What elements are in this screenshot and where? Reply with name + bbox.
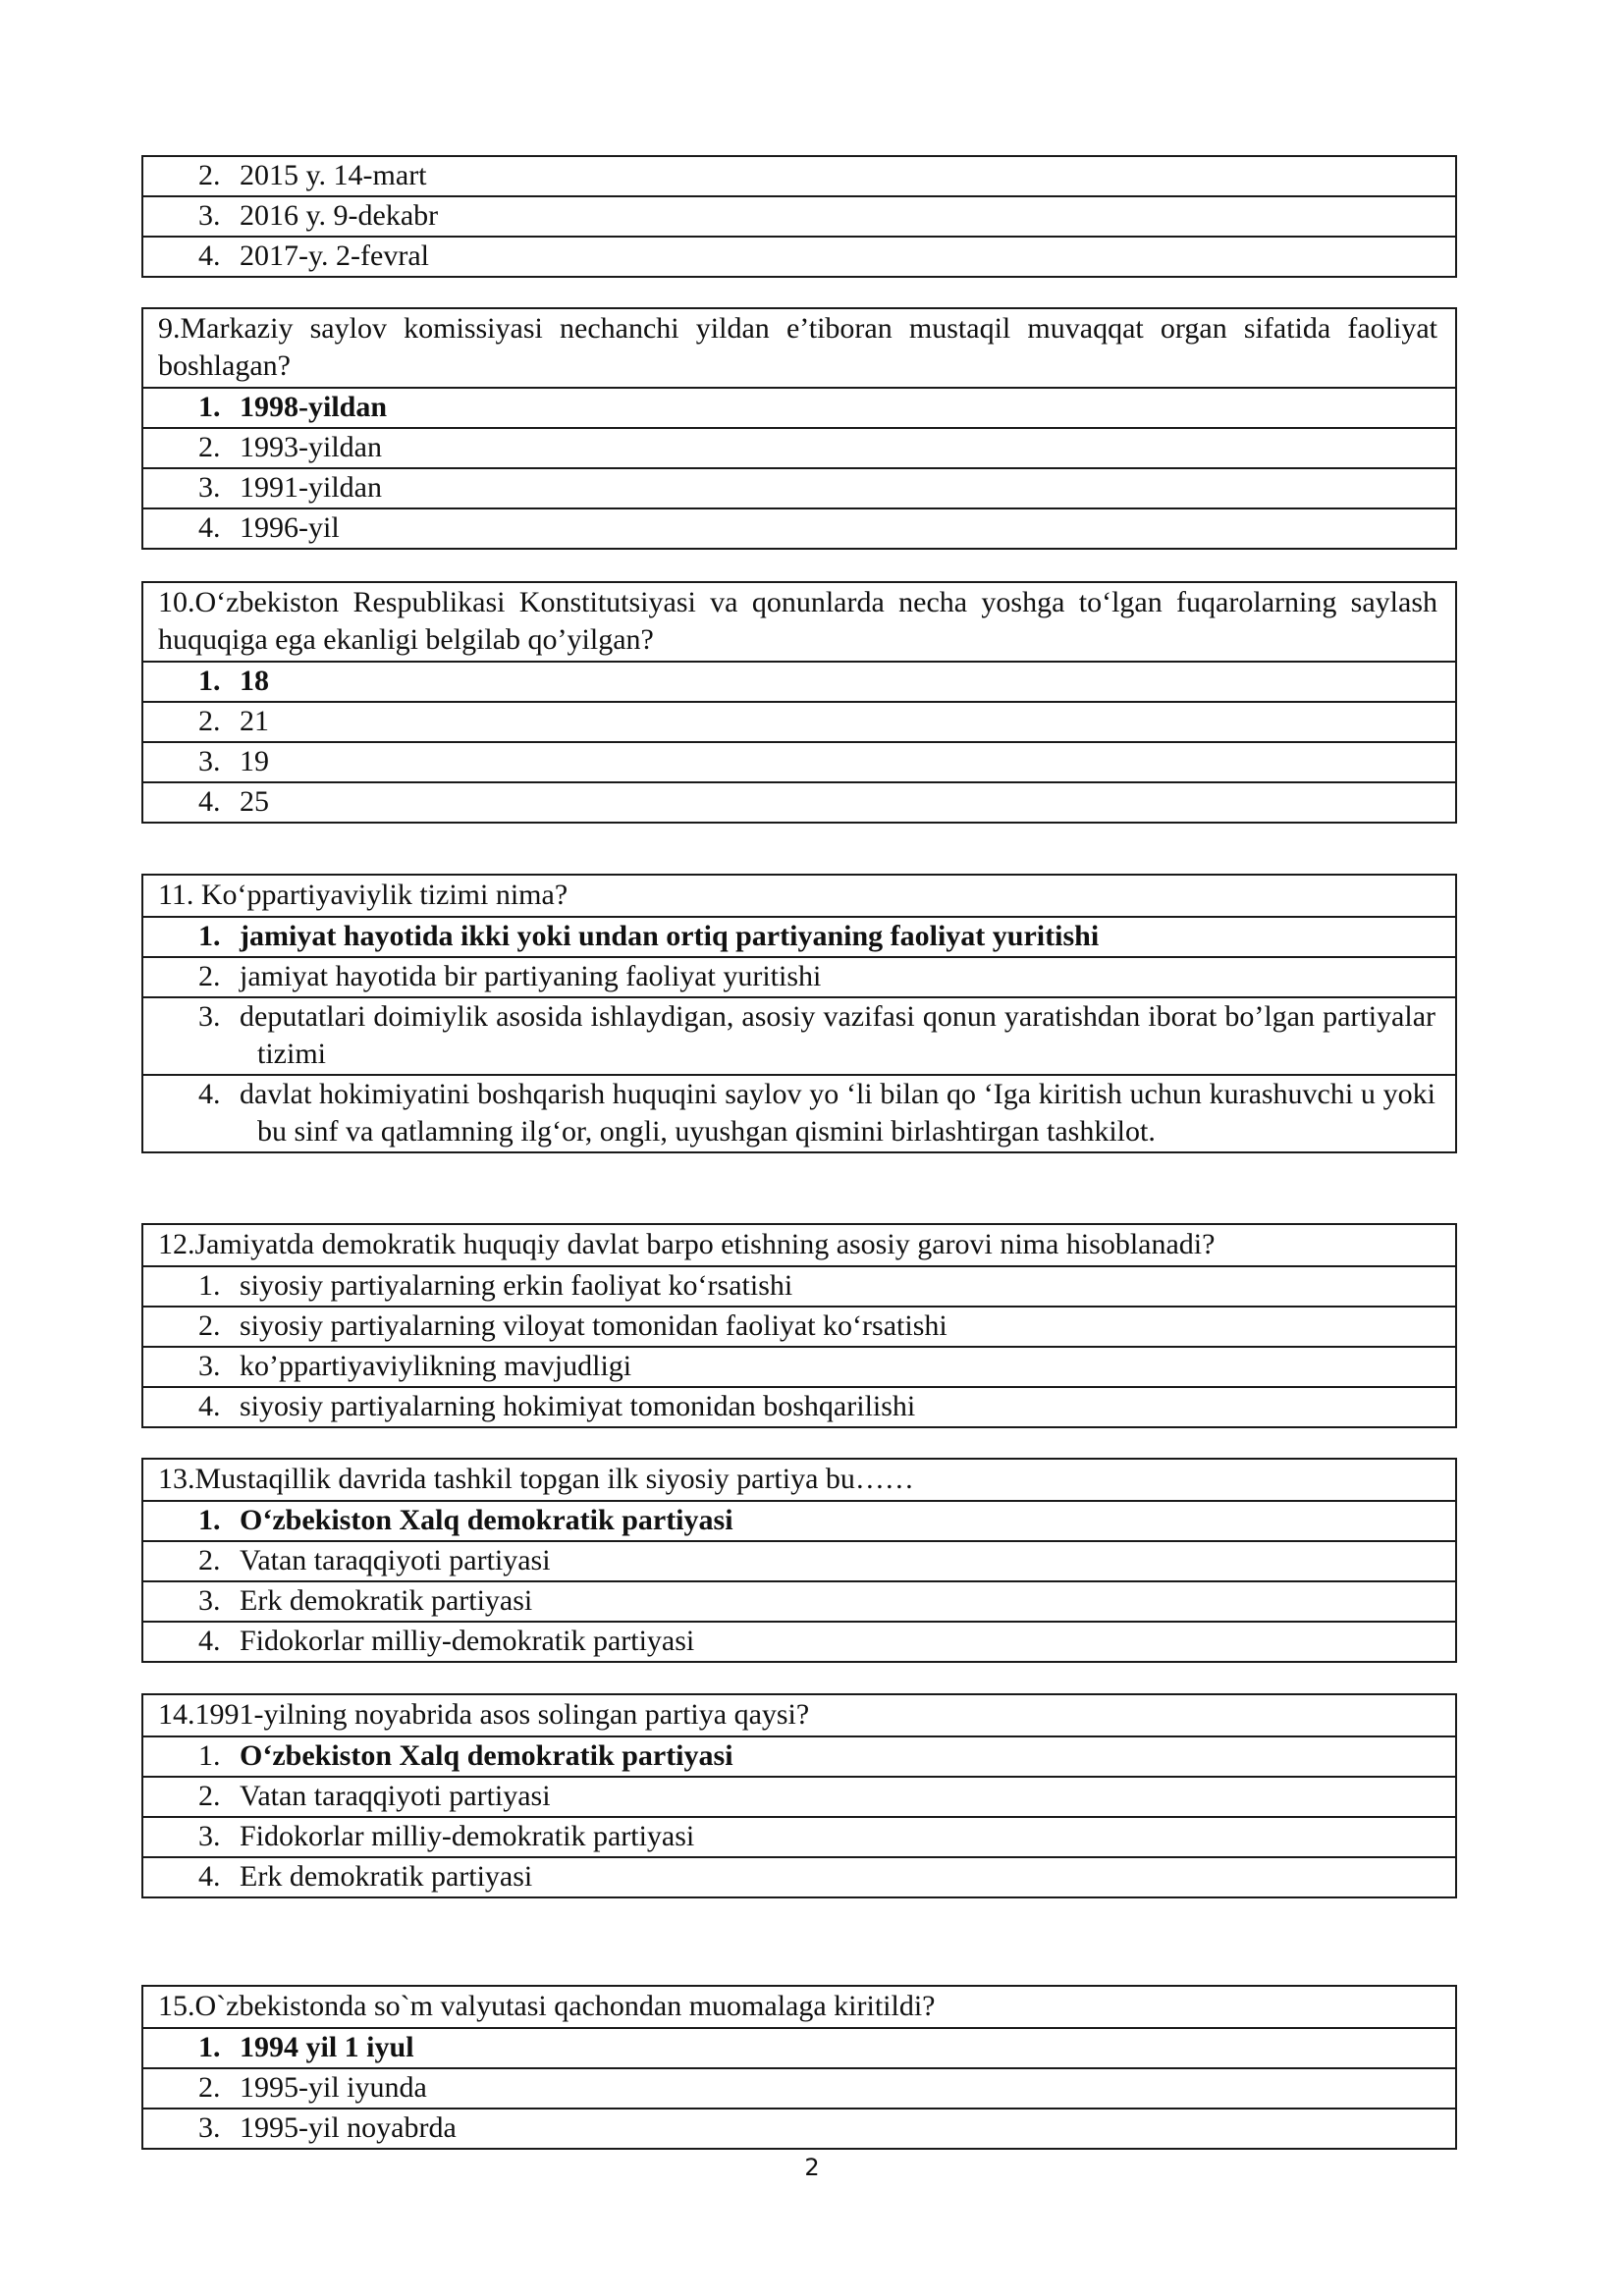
option-text: 1998-yildan <box>240 391 388 423</box>
option-number: 3. <box>198 1584 221 1617</box>
option-3[interactable] <box>143 743 1455 783</box>
option-text: 18 <box>240 665 269 697</box>
option-text: ko’ppartiyaviylikning mavjudligi <box>240 1350 632 1382</box>
option-number: 1. <box>198 391 221 423</box>
option-text: 1993-yildan <box>240 431 382 463</box>
option-1-correct[interactable] <box>143 1502 1455 1542</box>
option-4[interactable] <box>143 1388 1455 1426</box>
option-4[interactable] <box>143 783 1455 822</box>
option-text: 2017-y. 2-fevral <box>240 240 429 272</box>
option-number: 2. <box>198 1544 221 1576</box>
option-number: 3. <box>198 745 221 777</box>
option-3[interactable] <box>143 197 1455 238</box>
option-2[interactable] <box>143 1308 1455 1348</box>
option-number: 2. <box>198 1780 221 1812</box>
option-text: 2016 y. 9-dekabr <box>240 199 439 232</box>
option-text: siyosiy partiyalarning viloyat tomonidan faoliyat ko‘rsatishi <box>240 1309 947 1342</box>
option-number: 2. <box>198 159 221 191</box>
option-1-correct[interactable] <box>143 389 1455 429</box>
option-number: 1. <box>198 2031 221 2063</box>
option-text: O‘zbekiston Xalq demokratik partiyasi <box>240 1739 733 1772</box>
option-text: jamiyat hayotida bir partiyaning faoliyat yuritishi <box>240 960 822 992</box>
option-3[interactable] <box>143 1818 1455 1858</box>
option-number: 1. <box>198 1739 221 1772</box>
question-block-11 <box>141 874 1457 1153</box>
question-block-9 <box>141 307 1457 550</box>
option-text: siyosiy partiyalarning hokimiyat tomonidan boshqarilishi <box>240 1390 916 1422</box>
option-text: Vatan taraqqiyoti partiyasi <box>240 1544 551 1576</box>
question-block-8-tail <box>141 155 1457 278</box>
question-block-15 <box>141 1985 1457 2150</box>
option-2[interactable] <box>143 1778 1455 1818</box>
option-text: 1991-yildan <box>240 471 382 504</box>
option-number: 2. <box>198 705 221 737</box>
option-4[interactable] <box>143 1076 1455 1151</box>
option-number: 4. <box>198 785 221 818</box>
option-text: Erk demokratik partiyasi <box>240 1860 533 1893</box>
question-text: 11. Ko‘ppartiyaviylik tizimi nima? <box>143 876 1455 918</box>
option-number: 4. <box>198 511 221 544</box>
option-text: Erk demokratik partiyasi <box>240 1584 533 1617</box>
option-number: 4. <box>198 1078 221 1110</box>
option-text: 1995-yil noyabrda <box>240 2111 457 2144</box>
question-block-14 <box>141 1693 1457 1898</box>
option-number: 4. <box>198 1390 221 1422</box>
option-number: 1. <box>198 920 221 952</box>
option-text: 2015 y. 14-mart <box>240 159 427 191</box>
option-1-correct[interactable] <box>143 1737 1455 1778</box>
option-text: 21 <box>240 705 269 737</box>
option-2[interactable] <box>143 703 1455 743</box>
option-number: 1. <box>198 1504 221 1536</box>
option-number: 3. <box>198 2111 221 2144</box>
option-text: Fidokorlar milliy-demokratik partiyasi <box>240 1625 695 1657</box>
option-4[interactable] <box>143 238 1455 276</box>
option-text: Fidokorlar milliy-demokratik partiyasi <box>240 1820 695 1852</box>
option-number: 2. <box>198 2071 221 2104</box>
option-number: 1. <box>198 665 221 697</box>
option-2[interactable] <box>143 1542 1455 1582</box>
option-text: O‘zbekiston Xalq demokratik partiyasi <box>240 1504 733 1536</box>
option-2[interactable] <box>143 429 1455 469</box>
option-text: Vatan taraqqiyoti partiyasi <box>240 1780 551 1812</box>
option-1-correct[interactable] <box>143 2029 1455 2069</box>
question-block-12 <box>141 1223 1457 1428</box>
question-block-13 <box>141 1458 1457 1663</box>
option-text: siyosiy partiyalarning erkin faoliyat ko‘rsatishi <box>240 1269 793 1302</box>
option-3[interactable] <box>143 2109 1455 2148</box>
option-4[interactable] <box>143 509 1455 548</box>
option-number: 3. <box>198 199 221 232</box>
question-text: 9.Markaziy saylov komissiyasi nechanchi yildan e’tiboran mustaqil muvaqqat organ sifatida faoliyat boshlagan? <box>143 309 1455 389</box>
option-number: 3. <box>198 1000 221 1033</box>
question-text: 13.Mustaqillik davrida tashkil topgan ilk siyosiy partiya bu…… <box>143 1460 1455 1502</box>
option-1-correct[interactable] <box>143 918 1455 958</box>
question-block-10 <box>141 581 1457 824</box>
option-text: deputatlari doimiylik asosida ishlaydigan, asosiy vazifasi qonun yaratishdan iborat bo’lgan partiyalar tizimi <box>240 1000 1435 1070</box>
page-number: 2 <box>804 2154 820 2181</box>
option-number: 2. <box>198 431 221 463</box>
option-number: 4. <box>198 1625 221 1657</box>
option-1[interactable] <box>143 1267 1455 1308</box>
option-4[interactable] <box>143 1858 1455 1896</box>
option-number: 3. <box>198 471 221 504</box>
option-2[interactable] <box>143 2069 1455 2109</box>
option-number: 4. <box>198 240 221 272</box>
question-text: 12.Jamiyatda demokratik huquqiy davlat barpo etishning asosiy garovi nima hisoblanadi? <box>143 1225 1455 1267</box>
option-1-correct[interactable] <box>143 663 1455 703</box>
option-text: 1995-yil iyunda <box>240 2071 427 2104</box>
question-text: 15.O`zbekistonda so`m valyutasi qachondan muomalaga kiritildi? <box>143 1987 1455 2029</box>
option-4[interactable] <box>143 1623 1455 1661</box>
option-3[interactable] <box>143 998 1455 1076</box>
option-3[interactable] <box>143 1582 1455 1623</box>
option-text: 19 <box>240 745 269 777</box>
option-text: 1994 yil 1 iyul <box>240 2031 414 2063</box>
option-text: 1996-yil <box>240 511 340 544</box>
option-text: davlat hokimiyatini boshqarish huquqini saylov yo ‘li bilan qo ‘Iga kiritish uchun kurashuvchi u yoki bu sinf va qatlamning ilg‘or, ongli, uyushgan qismini birlashtirgan tashkilot. <box>240 1078 1435 1148</box>
option-number: 4. <box>198 1860 221 1893</box>
option-number: 2. <box>198 960 221 992</box>
option-number: 3. <box>198 1350 221 1382</box>
option-number: 1. <box>198 1269 221 1302</box>
option-text: 25 <box>240 785 269 818</box>
option-2[interactable] <box>143 958 1455 998</box>
option-3[interactable] <box>143 469 1455 509</box>
option-3[interactable] <box>143 1348 1455 1388</box>
question-text: 14.1991-yilning noyabrida asos solingan partiya qaysi? <box>143 1695 1455 1737</box>
option-2[interactable] <box>143 157 1455 197</box>
option-text: jamiyat hayotida ikki yoki undan ortiq partiyaning faoliyat yuritishi <box>240 920 1100 952</box>
option-number: 2. <box>198 1309 221 1342</box>
option-number: 3. <box>198 1820 221 1852</box>
question-text: 10.O‘zbekiston Respublikasi Konstitutsiyasi va qonunlarda necha yoshga to‘lgan fuqarolarning saylash huquqiga ega ekanligi belgilab qo’yilgan? <box>143 583 1455 663</box>
